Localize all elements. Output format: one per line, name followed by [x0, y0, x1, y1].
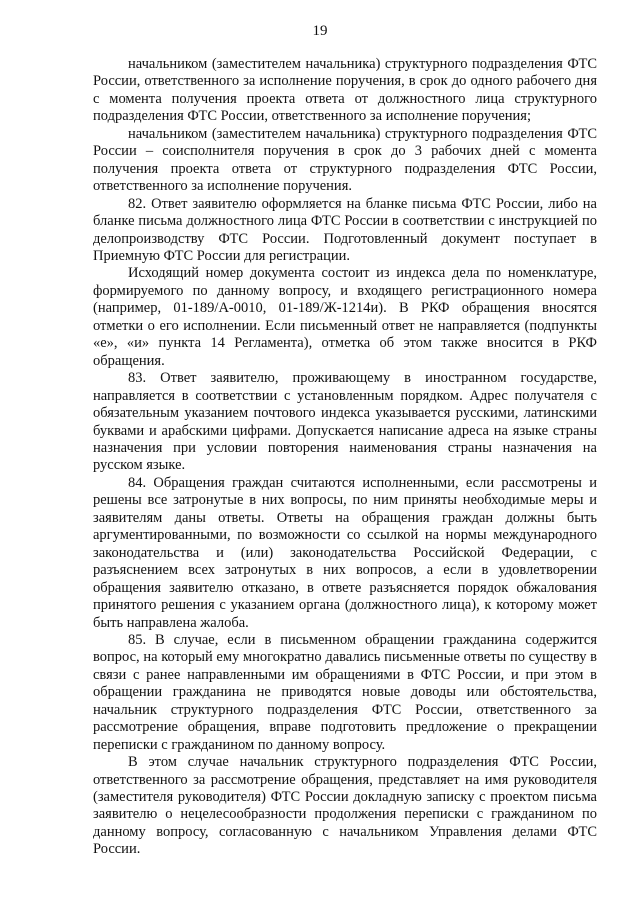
paragraph: 83. Ответ заявителю, проживающему в иностранном государстве, направляется в соответствии с установленным порядком. Адрес получателя с обязательным указанием почтового индекса указывается русскими, латинскими буквами и арабскими цифрами. Допускается написание адреса на языке страны назначения при условии повторения наименования страны назначения на русском языке.	[93, 370, 597, 474]
page-number: 19	[312, 23, 328, 39]
paragraph: Исходящий номер документа состоит из индекса дела по номенклатуре, формируемого по данному вопросу, и входящего регистрационного номера (например, 01-189/А-0010, 01-189/Ж-1214и). В РКФ обращения вносятся отметки о его исполнении. Если письменный ответ не направляется (подпункты «е», «и» пункта 14 Регламента), отметка об этом также вносится в РКФ обращения.	[93, 265, 597, 369]
paragraph: 85. В случае, если в письменном обращении гражданина содержится вопрос, на который ему многократно давались письменные ответы по существу в связи с ранее направленными им обращениями в ФТС России, и при этом в обращении гражданина не приводятся новые доводы или обстоятельства, начальник структурного подразделения ФТС России, ответственного за рассмотрение обращения, вправе подготовить предложение о прекращении переписки с гражданином по данному вопросу.	[93, 631, 597, 753]
paragraph: начальником (заместителем начальника) структурного подразделения ФТС России – соисполнителя поручения в срок до 3 рабочих дней с момента получения проекта ответа от структурного подразделения ФТС России, ответственного за исполнение поручения.	[93, 125, 597, 195]
paragraph: 84. Обращения граждан считаются исполненными, если рассмотрены и решены все затронутые в них вопросы, по ним приняты необходимые меры и заявителям даны ответы. Ответы на обращения граждан должны быть аргументированными, по возможности со ссылкой на нормы международного законодательства и (или) законодательства Российской Федерации, с разъяснением всех затронутых в них вопросов, а если в удовлетворении обращения заявителю отказано, в ответе разъясняется порядок обжалования принятого решения с указанием органа (должностного лица), к которому может быть направлена жалоба.	[93, 474, 597, 631]
paragraph: В этом случае начальник структурного подразделения ФТС России, ответственного за рассмотрение обращения, представляет на имя руководителя (заместителя руководителя) ФТС России докладную записку с проектом письма заявителю о нецелесообразности продолжения переписки с гражданином по данному вопросу, согласованную с начальником Управления делами ФТС России.	[93, 754, 597, 858]
paragraph: начальником (заместителем начальника) структурного подразделения ФТС России, ответственного за исполнение поручения, в срок до одного рабочего дня с момента получения проекта ответа от должностного лица структурного подразделения ФТС России, ответственного за исполнение поручения;	[93, 56, 597, 125]
document-body	[93, 56, 597, 859]
paragraph: 82. Ответ заявителю оформляется на бланке письма ФТС России, либо на бланке письма должностного лица ФТС России в соответствии с инструкцией по делопроизводству ФТС России. Подготовленный документ поступает в Приемную ФТС России для регистрации.	[93, 195, 597, 264]
